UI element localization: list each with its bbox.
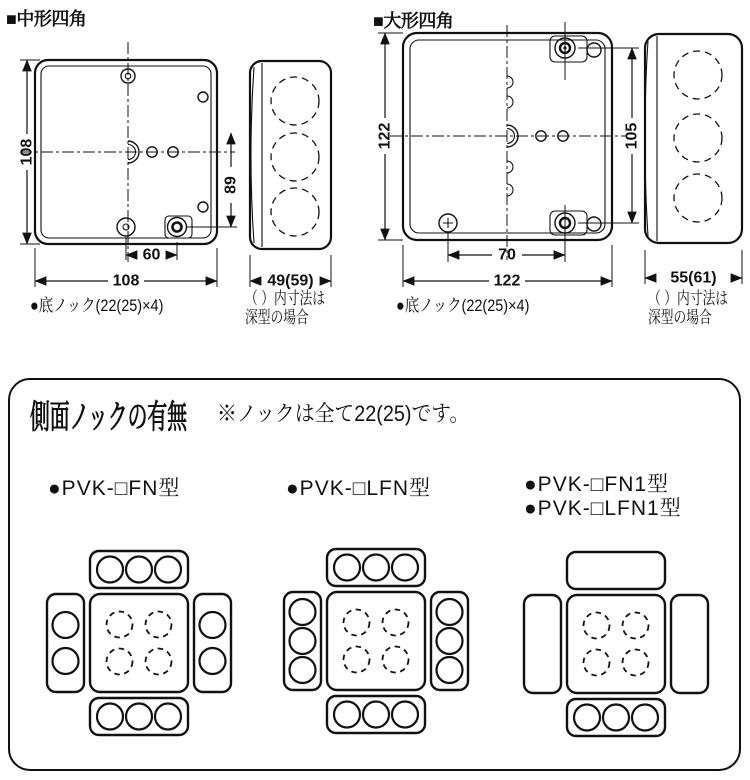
- medium-bottom-knock-note: ●底ノック(22(25)×4): [30, 296, 164, 315]
- dim-large-depth: 55(61): [670, 269, 717, 287]
- dim-medium-width: 108: [112, 272, 140, 290]
- variant-label-fn1: ●PVK-□FN1型: [524, 473, 670, 496]
- dim-medium-height: 108: [18, 138, 36, 166]
- large-box-drawing: [375, 15, 750, 325]
- variant-label-lfn: ●PVK-□LFN型: [286, 477, 432, 500]
- variant-label-fn: ●PVK-□FN型: [48, 477, 181, 500]
- large-paren-note-line2: 深型の場合: [648, 308, 712, 327]
- dim-large-height: 122: [376, 122, 394, 150]
- dim-medium-inner-height: 89: [222, 176, 240, 194]
- dim-medium-knock-offset: 60: [142, 246, 161, 264]
- dim-large-knock-offset: 70: [498, 246, 516, 264]
- side-knock-panel: [8, 378, 741, 771]
- knock-pattern-diagram-fn1: [511, 539, 721, 749]
- medium-paren-note: [245, 289, 325, 327]
- medium-box-drawing: [0, 30, 375, 320]
- large-side-view: [645, 34, 742, 243]
- side-knock-panel-title: 側面ノックの有無: [30, 398, 188, 435]
- medium-box-header: ■中形四角: [6, 9, 87, 29]
- knock-pattern-diagram-fn: [34, 538, 244, 748]
- knock-pattern-diagram-lfn: [271, 536, 481, 746]
- dim-large-width: 122: [493, 272, 521, 290]
- large-dimensions: [377, 33, 743, 290]
- side-knock-panel-note: ※ノックは全て22(25)です。: [217, 401, 470, 426]
- medium-front-view: [20, 42, 235, 262]
- medium-side-view: [250, 61, 331, 249]
- variant-label-lfn1: ●PVK-□LFN1型: [524, 497, 682, 520]
- large-front-view: [390, 22, 627, 262]
- dim-large-inner-height: 105: [623, 122, 641, 150]
- medium-dimensions: [19, 60, 332, 290]
- medium-paren-note-line1: （ ）内寸法は: [245, 289, 326, 308]
- large-box-header: ■大形四角: [373, 11, 454, 31]
- medium-paren-note-line2: 深型の場合: [245, 308, 309, 327]
- large-paren-note: [648, 289, 728, 327]
- dim-medium-depth: 49(59): [267, 272, 314, 290]
- large-paren-note-line1: （ ）内寸法は: [648, 289, 729, 308]
- large-bottom-knock-note: ●底ノック(22(25)×4): [396, 296, 530, 315]
